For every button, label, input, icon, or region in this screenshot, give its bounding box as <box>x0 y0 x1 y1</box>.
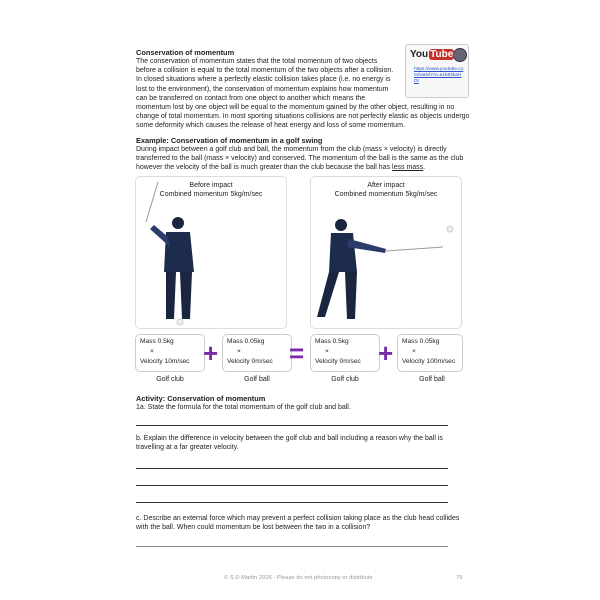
image-title: Before impact <box>189 182 233 189</box>
logo-you: You <box>410 49 429 60</box>
after-impact-image <box>310 176 462 329</box>
example-title: Example: Conservation of momentum in a golf swing <box>136 136 323 145</box>
answer-line[interactable] <box>136 468 448 469</box>
question-1c: c. Describe an external force which may prevent a perfect collision taking place as the club head collides with the ball. When could momentum be lost between the two in a collision? <box>136 515 460 532</box>
formula-box-club-after <box>310 334 380 372</box>
example-body <box>136 145 471 172</box>
formula-label: Golf club <box>156 376 184 383</box>
section-conservation <box>136 48 401 57</box>
mass: Mass 0.05kg <box>227 338 265 345</box>
image-subtitle: Combined momentum 5kg/m/sec <box>334 191 438 198</box>
mass: Mass 0.5kg <box>140 338 174 345</box>
formula-box-ball-before <box>222 334 292 372</box>
golfer-after-illustration <box>311 177 461 328</box>
answer-line[interactable] <box>136 546 448 547</box>
period: . <box>423 164 426 171</box>
times: × <box>150 348 154 355</box>
question-1b: b. Explain the difference in velocity between the golf club and ball including a reason why the ball is travelling at a far greater velocity. <box>136 435 443 452</box>
times: × <box>412 348 416 355</box>
image-subtitle: Combined momentum 5kg/m/sec <box>159 191 263 198</box>
plus-sign: + <box>378 338 394 368</box>
section-title: Conservation of momentum <box>136 48 235 57</box>
mass: Mass 0.05kg <box>402 338 440 345</box>
film-reel-icon <box>453 48 467 62</box>
example-text: During impact between a golf club and ball, the momentum from the club (mass × velocity) is directly transferred to the ball (mass × velocity) and conserved. The momentum of the ball is the same as the club however the velocity of the ball is much greater than the club because the ball has <box>136 146 464 171</box>
body-text: The conservation of momentum states that the total momentum of two objects before a collision is equal to the total momentum of the two objects after a collision. In closed situations where a perfectly elastic collision takes place (i.e. no energy is lost to the environment), the conservation of momentum explains how momentum can be transferred on contact from one object to another which means the momentum lost by one object will be equal to the momentum gained by the other object, resulting in no change of total momentum. In most sporting situations collisions are not perfectly elastic as objects undergo some deformity which causes the release of heat energy and loss of some momentum. <box>136 58 470 130</box>
answer-line[interactable] <box>136 425 448 426</box>
logo-tube: Tube <box>430 49 454 60</box>
answer-line[interactable] <box>136 485 448 486</box>
golfer-before-illustration <box>136 177 286 328</box>
formula-label: Golf ball <box>419 376 445 383</box>
mass: Mass 0.5kg <box>315 338 349 345</box>
question-1a: 1a. State the formula for the total momentum of the golf club and ball. <box>136 404 351 411</box>
youtube-url-link[interactable]: https://www.youtube.com/watch?v=e1k83kaHDt <box>414 67 464 84</box>
times: × <box>237 348 241 355</box>
answer-line[interactable] <box>136 502 448 503</box>
activity-title: Activity: Conservation of momentum <box>136 394 266 403</box>
before-impact-image <box>135 176 287 329</box>
velocity: Velocity 10m/sec <box>140 358 190 365</box>
plus-sign: + <box>203 338 219 368</box>
velocity: Velocity 100m/sec <box>402 358 456 365</box>
page-number: 79 <box>456 575 463 581</box>
times: × <box>325 348 329 355</box>
footer-copyright: © S D Martin 2026 - Please do not photocopy or distribute <box>224 575 373 581</box>
equals-sign: = <box>289 338 305 368</box>
formula-label: Golf club <box>331 376 359 383</box>
formula-box-ball-after <box>397 334 463 372</box>
image-title: After impact <box>367 182 405 189</box>
velocity: Velocity 0m/sec <box>227 358 273 365</box>
less-mass-text: less mass <box>392 164 424 171</box>
formula-box-club-before <box>135 334 205 372</box>
youtube-link-box[interactable] <box>405 44 469 98</box>
youtube-logo <box>409 49 454 60</box>
velocity: Velocity 0m/sec <box>315 358 361 365</box>
formula-label: Golf ball <box>244 376 270 383</box>
